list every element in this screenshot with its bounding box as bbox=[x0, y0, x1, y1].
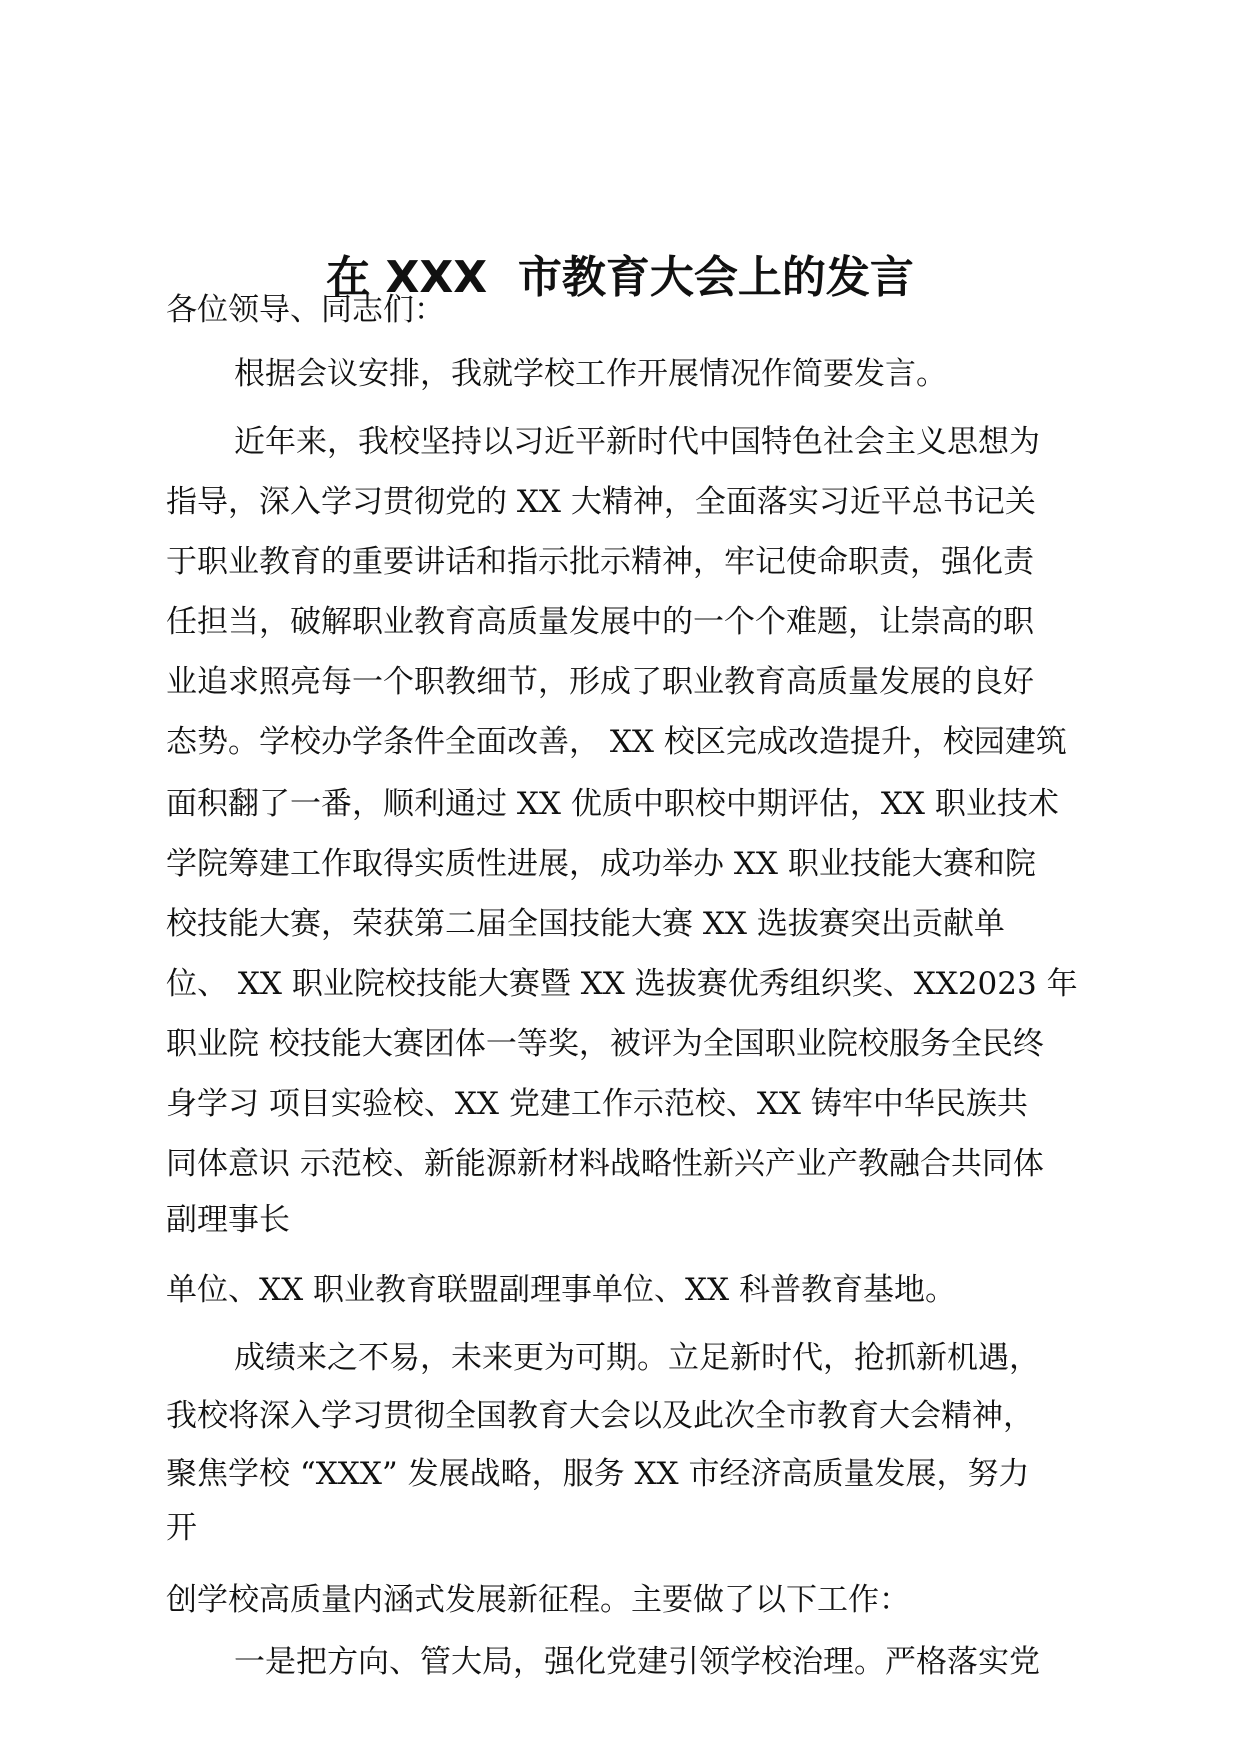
text-line: 聚焦学校 “XXX” 发展战略，服务 XX 市经济高质量发展，努力 bbox=[166, 1456, 1030, 1492]
text-line: 成绩来之不易，未来更为可期。立足新时代，抢抓新机遇， bbox=[234, 1340, 1040, 1376]
text-line: 同体意识 示范校、新能源新材料战略性新兴产业产教融合共同体 bbox=[166, 1146, 1044, 1182]
document-title: 在 XXX 市教育大会上的发言 bbox=[326, 252, 914, 303]
text-line: 面积翻了一番，顺利通过 XX 优质中职校中期评估，XX 职业技术 bbox=[166, 786, 1059, 822]
text-line: 态势。学校办学条件全面改善， XX 校区完成改造提升，校园建筑 bbox=[166, 724, 1067, 760]
text-line: 副理事长 bbox=[166, 1202, 290, 1238]
salutation-line: 各位领导、同志们： bbox=[166, 292, 445, 328]
text-line: 根据会议安排，我就学校工作开展情况作简要发言。 bbox=[234, 356, 947, 392]
text-line: 创学校高质量内涵式发展新征程。主要做了以下工作： bbox=[166, 1582, 910, 1618]
text-line: 位、 XX 职业院校技能大赛暨 XX 选拔赛优秀组织奖、XX2023 年 bbox=[166, 966, 1078, 1002]
text-line: 身学习 项目实验校、XX 党建工作示范校、XX 铸牢中华民族共 bbox=[166, 1086, 1028, 1122]
text-line: 任担当，破解职业教育高质量发展中的一个个难题，让崇高的职 bbox=[166, 604, 1034, 640]
text-line: 近年来，我校坚持以习近平新时代中国特色社会主义思想为 bbox=[234, 424, 1040, 460]
text-line: 校技能大赛，荣获第二届全国技能大赛 XX 选拔赛突出贡献单 bbox=[166, 906, 1005, 942]
text-line: 我校将深入学习贯彻全国教育大会以及此次全市教育大会精神， bbox=[166, 1398, 1034, 1434]
text-line: 职业院 校技能大赛团体一等奖，被评为全国职业院校服务全民终 bbox=[166, 1026, 1044, 1062]
text-line: 开 bbox=[166, 1510, 197, 1546]
text-line: 单位、XX 职业教育联盟副理事单位、XX 科普教育基地。 bbox=[166, 1272, 956, 1308]
text-line: 一是把方向、管大局，强化党建引领学校治理。严格落实党 bbox=[234, 1644, 1040, 1680]
text-line: 指导，深入学习贯彻党的 XX 大精神，全面落实习近平总书记关 bbox=[166, 484, 1036, 520]
text-line: 于职业教育的重要讲话和指示批示精神，牢记使命职责，强化责 bbox=[166, 544, 1034, 580]
text-line: 学院筹建工作取得实质性进展，成功举办 XX 职业技能大赛和院 bbox=[166, 846, 1036, 882]
text-line: 业追求照亮每一个职教细节，形成了职业教育高质量发展的良好 bbox=[166, 664, 1034, 700]
